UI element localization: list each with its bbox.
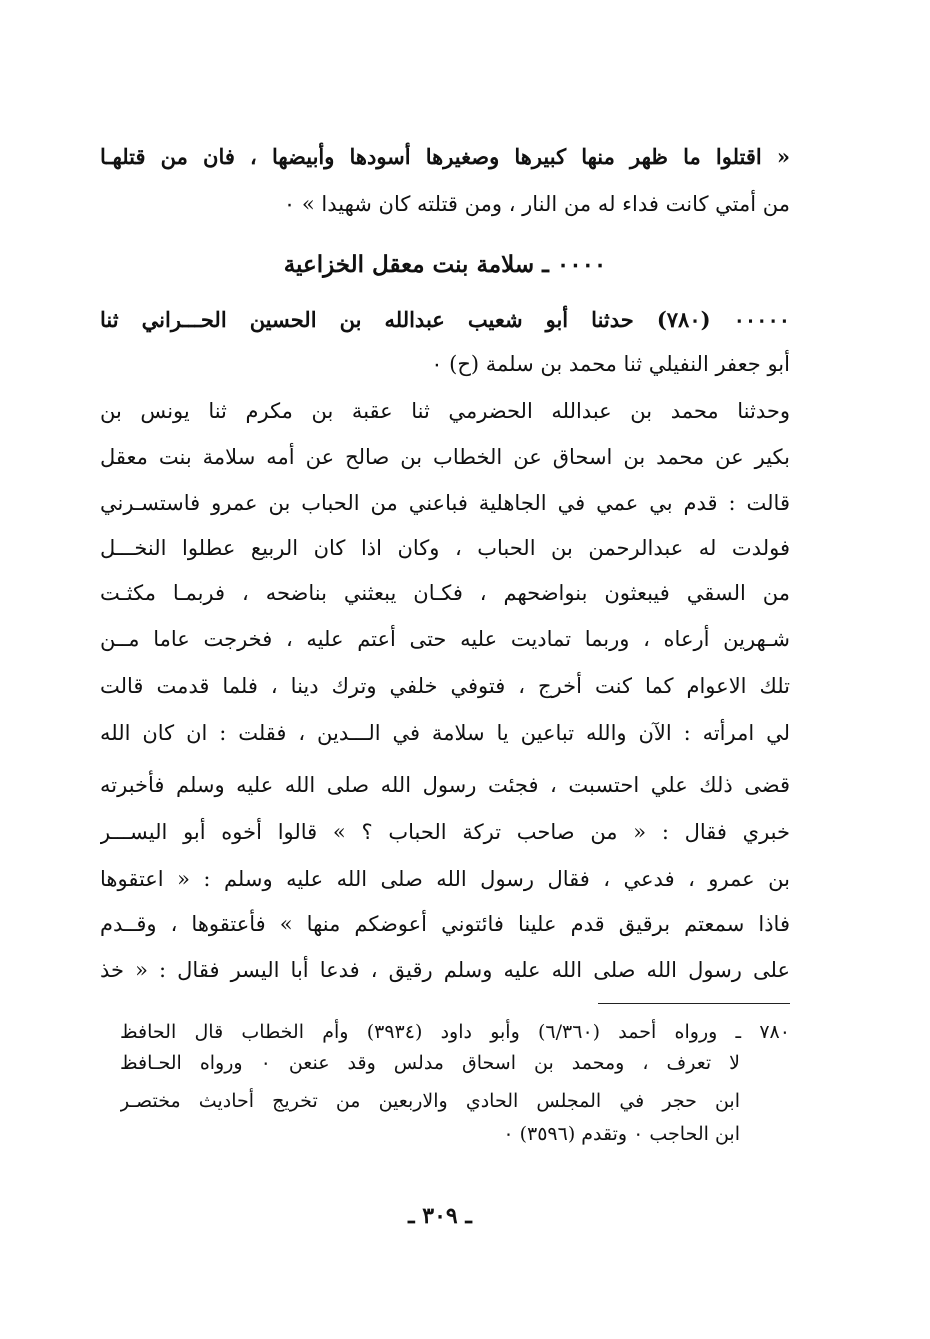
body-line-11: بن عمرو ، فدعي ، فقال رسول الله صلى الله عليه وسلم : « اعتقوها: [100, 867, 790, 891]
body-line-2: بكير عن محمد بن اسحاق عن الخطاب بن صالح عن أمه سلامة بنت معقل: [100, 445, 790, 469]
body-top-line-1: « اقتلوا ما ظهر منها كبيرها وصغيرها أسودها وأبيضها ، فان من قتلهـا: [100, 144, 790, 169]
body-line-7: تلك الاعوام كما كنت أخرج ، فتوفي خلفي وترك دينا ، فلما قدمت قالت: [100, 674, 790, 698]
body-line-6: شـهرين أرعاه ، وربما تماديت عليه حتى أعتم عليه ، فخرجت عاما مــن: [100, 627, 790, 651]
section-heading: ٠٠٠٠ ـ سلامة بنت معقل الخزاعية: [283, 251, 607, 278]
footnote-line-4: ابن الحاجب ٠ وتقدم (٣٥٩٦) ٠: [503, 1123, 740, 1145]
body-line-1: وحدثنا محمد بن عبدالله الحضرمي ثنا عقبة بن مكرم ثنا يونس بن: [100, 399, 790, 423]
body-line-3: قالت : قدم بي عمي في الجاهلية فباعني من الحباب بن عمرو فاستسـرني: [100, 491, 790, 515]
footnote-line-2: لا تعرف ، ومحمد بن اسحاق مدلس وقد عنعن ٠ ورواه الحـافظ: [120, 1052, 740, 1074]
body-line-5: من السقي فيبعثون بنواضحهم ، فكـان يبعثني بناضحه ، فربمـا مكثـت: [100, 581, 790, 605]
footnote-line-3: ابن حجر في المجلس الحادي والاربعين من تخريج أحاديث مختصـر: [120, 1090, 740, 1112]
hadith-intro-line-2: أبو جعفر النفيلي ثنا محمد بن سلمة (ح) ٠: [431, 352, 790, 376]
body-line-10: خبري فقال : « من صاحب تركة الحباب ؟ » قالوا أخوه أبو اليســـر: [100, 820, 790, 844]
body-line-8: لي امرأته : الآن والله تباعين يا سلامة في الـــدين ، فقلت : ان كان الله: [100, 721, 790, 745]
footnote-divider: [598, 1003, 790, 1004]
body-line-12: فاذا سمعتم برقيق قدم علينا فائتوني أعوضكم منها » فأعتقوها ، وقــدم: [100, 912, 790, 936]
footnote-line-1: ٧٨٠ ـ ورواه أحمد (٦/٣٦٠) وأبو داود (٣٩٣٤) وأم الخطاب قال الحافظ: [120, 1021, 790, 1043]
body-line-9: قضى ذلك علي احتسبت ، فجئت رسول الله صلى الله عليه وسلم فأخبرته: [100, 773, 790, 797]
page-number: ـ ٣٠٩ ـ: [408, 1203, 472, 1229]
hadith-intro-line-1: ٠٠٠٠٠ (٧٨٠) حدثنا أبو شعيب عبدالله بن الحسين الحـــراني ثنا: [100, 307, 790, 332]
body-top-line-2: من أمتي كانت فداء له من النار ، ومن قتلته كان شهيدا » ٠: [283, 192, 790, 216]
body-line-13: على رسول الله صلى الله عليه وسلم رقيق ، فدعا أبا اليسر فقال : « خذ: [100, 958, 790, 982]
body-line-4: فولدت له عبدالرحمن بن الحباب ، وكان اذا كان الربيع عطلوا النخـــل: [100, 536, 790, 560]
